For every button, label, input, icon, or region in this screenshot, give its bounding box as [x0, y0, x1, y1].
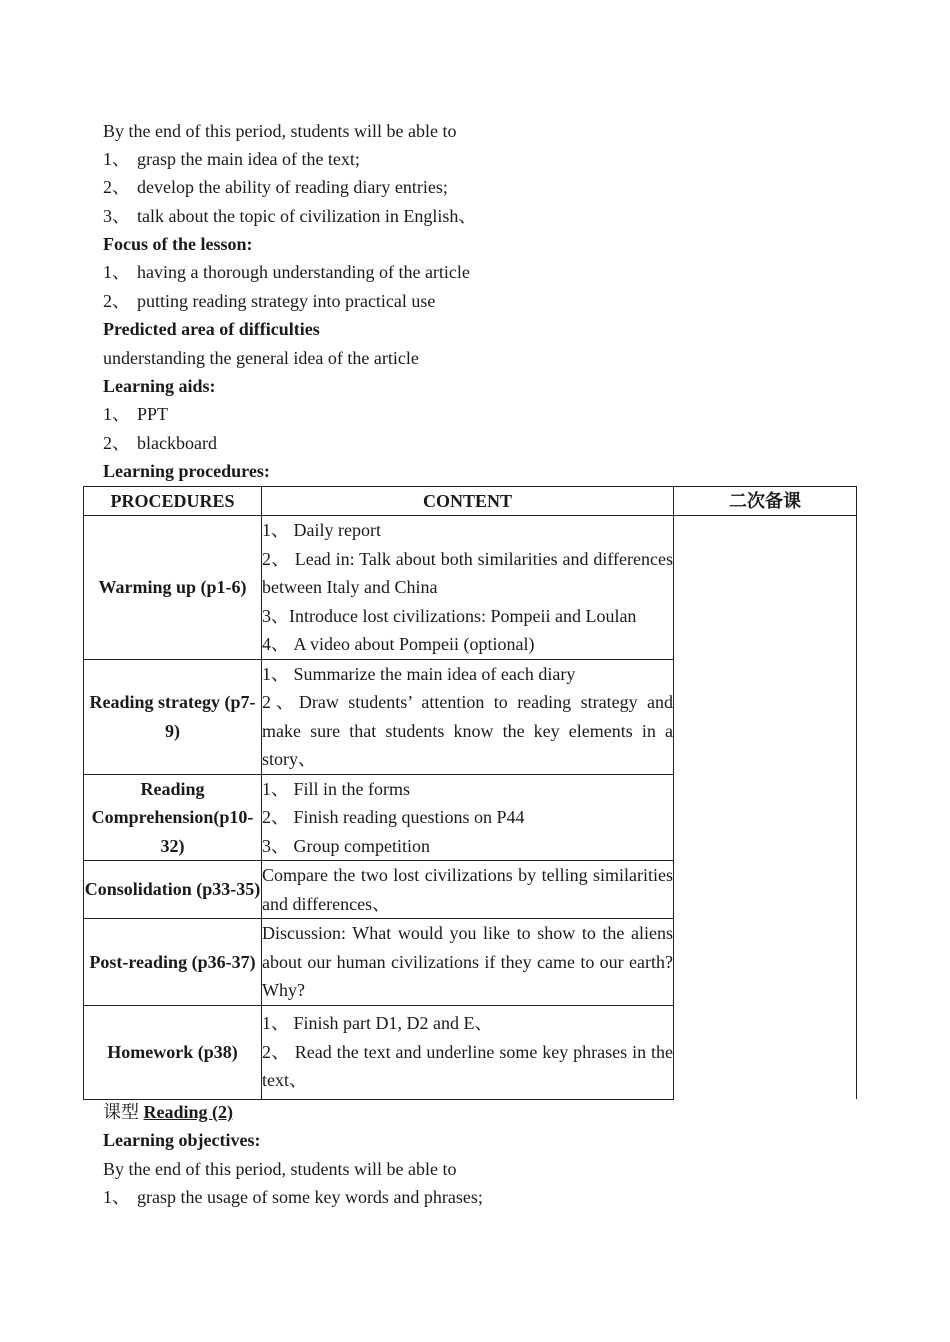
procedure-cell: Reading Comprehension(p10-32) [84, 774, 262, 861]
item-number: 2、 [103, 433, 130, 453]
item-number: 1、 [103, 149, 130, 169]
intro2-text: By the end of this period, students will be able to [103, 1159, 457, 1179]
item-text: grasp the usage of some key words and phrases; [137, 1187, 483, 1207]
procedure-cell: Consolidation (p33-35) [84, 861, 262, 919]
content-line: 3、 Group competition [262, 835, 430, 856]
content-line: 2、 Lead in: Talk about both similarities and differences between Italy and China [262, 548, 673, 597]
content-cell [262, 659, 674, 774]
content-line: 1、 Daily report [262, 520, 381, 540]
second-prep-cell [674, 516, 857, 1100]
item-number: 1、 [103, 1187, 130, 1207]
procedure-cell: Warming up (p1-6) [84, 516, 262, 660]
objective-item [103, 145, 360, 173]
focus-heading: Focus of the lesson: [103, 234, 253, 254]
content-line: 1、 Finish part D1, D2 and E、 [262, 1013, 493, 1034]
content-line: 2、 Finish reading questions on P44 [262, 807, 525, 827]
focus-item [103, 258, 470, 286]
intro-text: By the end of this period, students will be able to [103, 121, 457, 141]
content-cell [262, 516, 674, 660]
item-number: 1、 [103, 404, 130, 424]
aid-item [103, 429, 217, 457]
item-number: 2、 [103, 291, 130, 311]
aids-heading: Learning aids: [103, 376, 216, 396]
objective2-item [103, 1183, 483, 1211]
content-line: Discussion: What would you like to show to the aliens about our human civilizations if they came to our earth? Why? [262, 923, 673, 1000]
header-second-prep: 二次备课 [674, 487, 857, 516]
procedure-cell: Reading strategy (p7-9) [84, 659, 262, 774]
item-text: develop the ability of reading diary entries; [137, 177, 448, 197]
difficulty-text: understanding the general idea of the article [103, 348, 419, 368]
procedures-table [83, 486, 857, 1100]
content-line: 1、 Fill in the forms [262, 778, 410, 799]
header-procedures: PROCEDURES [84, 487, 262, 516]
content-cell [262, 861, 674, 919]
item-text: talk about the topic of civilization in English、 [137, 206, 477, 226]
content-cell [262, 774, 674, 861]
lesson-type-label: 课型 [103, 1102, 139, 1122]
content-line: 1、 Summarize the main idea of each diary [262, 663, 576, 684]
item-text: putting reading strategy into practical use [137, 291, 436, 311]
content-line: Compare the two lost civilizations by telling similarities and differences、 [262, 865, 673, 914]
header-content: CONTENT [262, 487, 674, 516]
content-cell [262, 1005, 674, 1099]
table-row [84, 516, 857, 660]
content-line: 2、Draw students’ attention to reading strategy and make sure that students know the key elements in a story、 [262, 692, 673, 769]
item-number: 1、 [103, 262, 130, 282]
content-line: 4、 A video about Pompeii (optional) [262, 634, 535, 654]
procedure-cell: Homework (p38) [84, 1005, 262, 1099]
content-line: 2、 Read the text and underline some key phrases in the text、 [262, 1041, 673, 1091]
lesson-type-value: Reading (2) [143, 1102, 233, 1122]
item-number: 3、 [103, 206, 130, 226]
objective-item [103, 173, 448, 201]
objective-item [103, 202, 476, 230]
item-text: grasp the main idea of the text; [137, 149, 360, 169]
content-cell [262, 919, 674, 1006]
aid-item [103, 400, 168, 428]
content-line: 3、Introduce lost civilizations: Pompeii and Loulan [262, 605, 637, 626]
item-text: PPT [137, 404, 169, 424]
item-number: 2、 [103, 177, 130, 197]
table-header-row [84, 487, 857, 516]
procedure-cell: Post-reading (p36-37) [84, 919, 262, 1006]
difficulty-heading: Predicted area of difficulties [103, 319, 320, 339]
procedures-heading: Learning procedures: [103, 461, 270, 481]
focus-item [103, 287, 435, 315]
item-text: blackboard [137, 433, 217, 453]
lesson-type [103, 1098, 233, 1126]
objectives2-heading: Learning objectives: [103, 1130, 261, 1150]
item-text: having a thorough understanding of the article [137, 262, 470, 282]
